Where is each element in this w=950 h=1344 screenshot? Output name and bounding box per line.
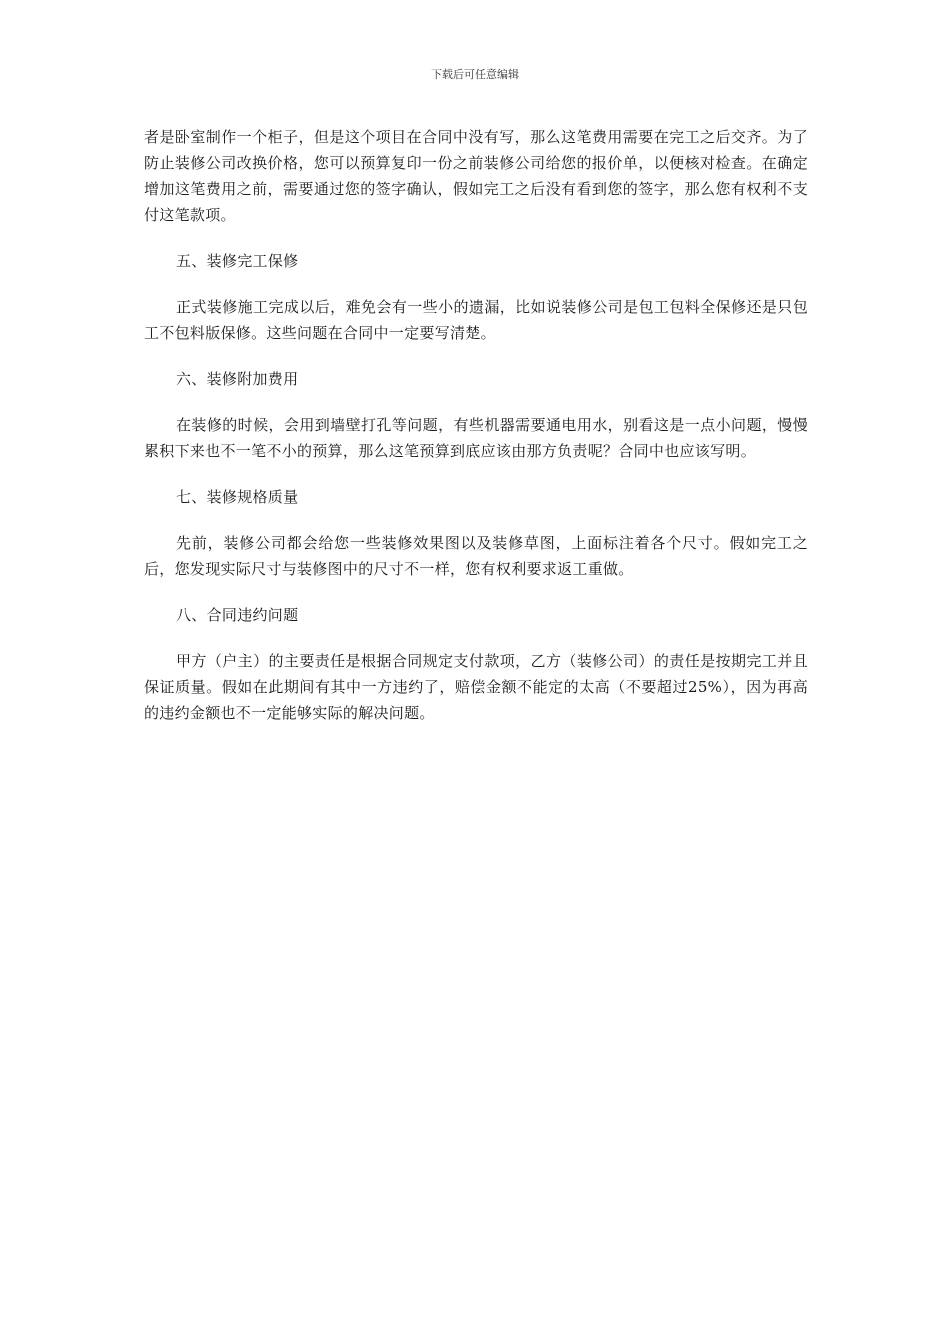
paragraph-breach: 甲方（户主）的主要责任是根据合同规定支付款项，乙方（装修公司）的责任是按期完工并且保证质量。假如在此期间有其中一方违约了，赔偿金额不能定的太高（不要超过25%），因为再高的违约金额也不一定能够实际的解决问题。 bbox=[144, 652, 808, 722]
section-heading-breach: 八、合同违约问题 bbox=[176, 606, 299, 624]
document-body bbox=[144, 124, 808, 746]
section-heading-warranty: 五、装修完工保修 bbox=[176, 252, 299, 270]
paragraph-additional-fees: 在装修的时候，会用到墙壁打孔等问题，有些机器需要通电用水，别看这是一点小问题，慢慢累积下来也不一笔不小的预算，那么这笔预算到底应该由那方负责呢？合同中也应该写明。 bbox=[144, 416, 808, 460]
paragraph-quality: 先前，装修公司都会给您一些装修效果图以及装修草图，上面标注着各个尺寸。假如完工之后，您发现实际尺寸与装修图中的尺寸不一样，您有权利要求返工重做。 bbox=[144, 534, 808, 578]
paragraph-continuation: 者是卧室制作一个柜子，但是这个项目在合同中没有写，那么这笔费用需要在完工之后交齐。为了防止装修公司改换价格，您可以预算复印一份之前装修公司给您的报价单，以便核对检查。在确定增加这笔费用之前，需要通过您的签字确认，假如完工之后没有看到您的签字，那么您有权利不支付这笔款项。 bbox=[144, 128, 808, 224]
paragraph-warranty: 正式装修施工完成以后，难免会有一些小的遗漏，比如说装修公司是包工包料全保修还是只包工不包料版保修。这些问题在合同中一定要写清楚。 bbox=[144, 298, 808, 342]
section-heading-additional-fees: 六、装修附加费用 bbox=[176, 370, 299, 388]
page-header: 下载后可任意编辑 bbox=[431, 68, 519, 81]
section-heading-quality: 七、装修规格质量 bbox=[176, 488, 299, 506]
